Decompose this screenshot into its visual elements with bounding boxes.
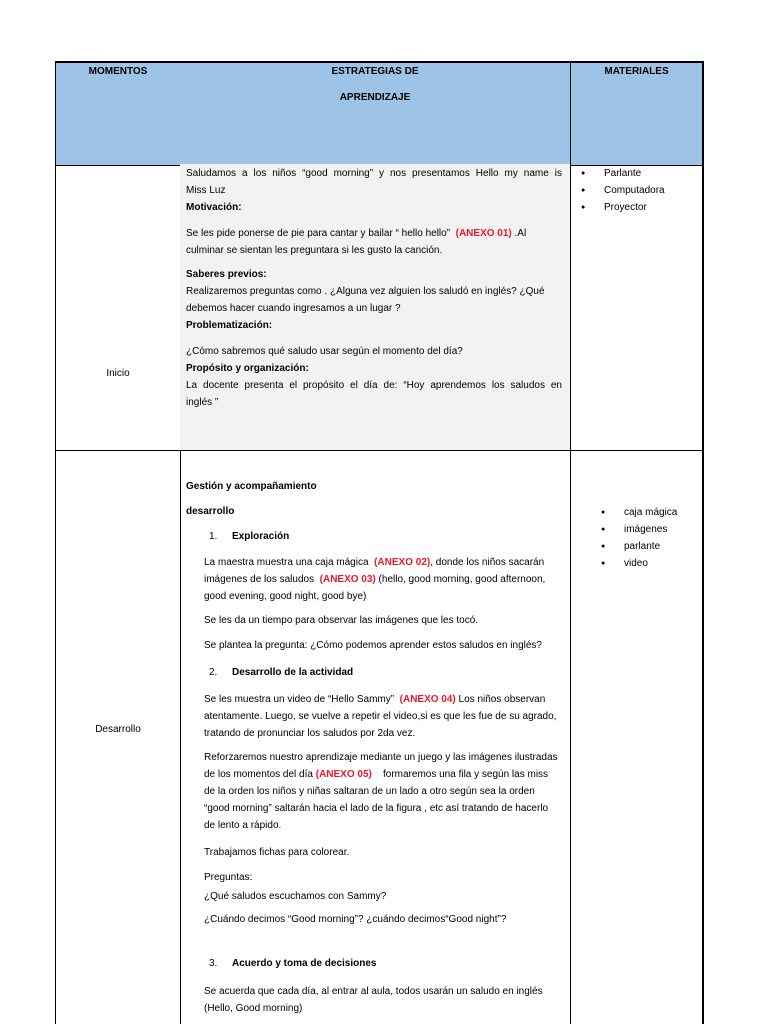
material-item: ● Proyector — [571, 199, 665, 216]
header-estrategias-cell — [180, 61, 571, 166]
problematizacion-line1: ¿Cómo sabremos qué saludo usar según el momento del día? — [186, 346, 463, 357]
step3-title: Acuerdo y toma de decisiones — [232, 958, 377, 969]
inicio-intro-line1: Saludamos a los niños “good morning” y nos presentamos Hello my name is — [186, 168, 562, 179]
step1-title: Exploración — [232, 531, 290, 542]
inicio-moment-cell — [55, 164, 181, 451]
step3-number: 3. — [209, 958, 218, 969]
gestion-title: Gestión y acompañamiento — [186, 481, 317, 492]
desarrollo-label: Desarrollo — [95, 724, 141, 735]
exploracion-line1: La maestra muestra una caja mágica (ANEXO 02), donde los niños sacarán — [204, 557, 545, 568]
material-item: ● Computadora — [571, 182, 665, 199]
desarrollo-materials-list — [571, 504, 677, 572]
preguntas-title: Preguntas: — [204, 872, 253, 883]
header-estrategias-line1: ESTRATEGIAS DE — [331, 66, 419, 77]
header-materiales-cell — [571, 61, 704, 166]
inicio-strategies-cell — [180, 164, 571, 451]
material-item: ● parlante — [571, 538, 677, 555]
refuerzo-line2: de los momentos del día (ANEXO 05) formaremos una fila y según las miss — [204, 769, 549, 780]
anexo-02-ref: (ANEXO 02) — [374, 557, 431, 568]
pregunta-1: ¿Qué saludos escuchamos con Sammy? — [204, 891, 387, 902]
tiempo-line: Se les da un tiempo para observar las imágenes que les tocó. — [204, 615, 479, 626]
anexo-01-ref: (ANEXO 01) — [455, 228, 512, 239]
exploracion-line2: imágenes de los saludos (ANEXO 03) (hello, good morning, good afternoon, — [204, 574, 546, 585]
desarrollo-moment-cell — [55, 451, 181, 1024]
proposito-line2: inglés ” — [186, 397, 219, 408]
saberes-line1: Realizaremos preguntas como . ¿Alguna vez alguien los saludó en inglés? ¿Qué — [186, 286, 545, 297]
material-item: ● caja mágica — [571, 504, 677, 521]
saberes-title: Saberes previos: — [186, 269, 267, 280]
exploracion-line3: good evening, good night, good bye) — [204, 591, 367, 602]
anexo-03-ref: (ANEXO 03) — [319, 574, 376, 585]
inicio-materials-cell — [571, 164, 704, 451]
desarrollo-strategies-cell — [180, 451, 571, 1024]
refuerzo-line3: de la orden los niños y niñas saltaran de un lado a otro según sea la orden — [204, 786, 535, 797]
header-momentos-cell — [55, 61, 181, 166]
video-line1: Se les muestra un video de “Hello Sammy” (ANEXO 04) Los niños observan — [204, 694, 546, 705]
anexo-04-ref: (ANEXO 04) — [399, 694, 456, 705]
step2-number: 2. — [209, 667, 218, 678]
refuerzo-line5: de lento a rápido. — [204, 820, 282, 831]
desarrollo-materials-cell — [571, 451, 704, 1024]
acuerdo-line2: (Hello, Good morning) — [204, 1003, 303, 1014]
step2-title: Desarrollo de la actividad — [232, 667, 354, 678]
motivacion-line2: culminar se sientan les preguntara si les gusto la canción. — [186, 245, 443, 256]
motivacion-title: Motivación: — [186, 202, 242, 213]
inicio-label: Inicio — [106, 368, 130, 379]
video-line2: atentamente. Luego, se vuelve a repetir el video,si es que les fue de su agrado, — [204, 711, 557, 722]
saberes-line2: debemos hacer cuando ingresamos a un lugar ? — [186, 303, 401, 314]
anexo-05-ref: (ANEXO 05) — [315, 769, 372, 780]
material-item: ● imágenes — [571, 521, 677, 538]
proposito-line1: La docente presenta el propósito el día de: “Hoy aprendemos los saludos en — [186, 380, 562, 391]
material-item: ● Parlante — [571, 165, 665, 182]
refuerzo-line1: Reforzaremos nuestro aprendizaje mediante un juego y las imágenes ilustradas — [204, 752, 558, 763]
header-momentos: MOMENTOS — [88, 66, 148, 77]
video-line3: tratando de pronunciar los saludos por 2da vez. — [204, 728, 416, 739]
header-materiales: MATERIALES — [604, 66, 669, 77]
pregunta-2: ¿Cuándo decimos “Good morning”? ¿cuándo decimos“Good night”? — [204, 914, 507, 925]
refuerzo-line4: “good morning” saltarán hacia el lado de la figura , etc así tratando de hacerlo — [204, 803, 549, 814]
proposito-title: Propósito y organización: — [186, 363, 309, 374]
material-item: ● video — [571, 555, 677, 572]
inicio-materials-list — [571, 165, 665, 216]
fichas-line: Trabajamos fichas para colorear. — [204, 847, 350, 858]
motivacion-line1: Se les pide ponerse de pie para cantar y bailar “ hello hello” (ANEXO 01) .Al — [186, 228, 527, 239]
desarrollo-subtitle: desarrollo — [186, 506, 235, 517]
acuerdo-line1: Se acuerda que cada día, al entrar al aula, todos usarán un saludo en inglés — [204, 986, 543, 997]
inicio-intro-line2: Miss Luz — [186, 185, 226, 196]
header-estrategias-line2: APRENDIZAJE — [339, 92, 411, 103]
step1-number: 1. — [209, 531, 218, 542]
problematizacion-title: Problematización: — [186, 320, 273, 331]
pregunta-line: Se plantea la pregunta: ¿Cómo podemos aprender estos saludos en inglés? — [204, 640, 542, 651]
